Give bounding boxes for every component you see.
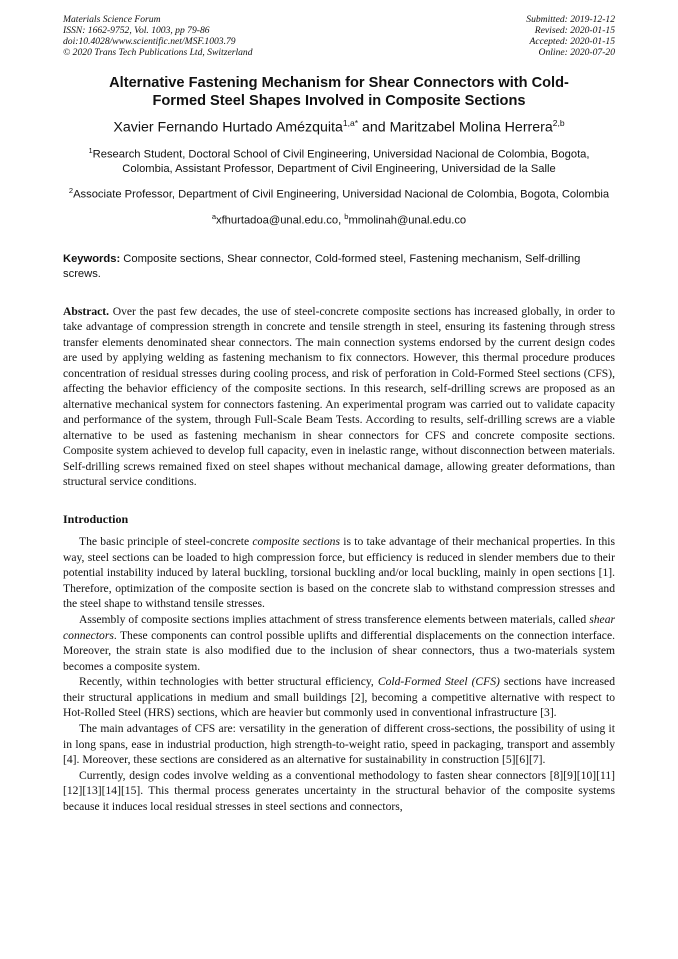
p2-text-b: . These components can control possible uplifts and differential displacements on the connection interface. Moreover, the strain state is also modified due to the inclusion of shear connectors, thus a two-materials system becomes a composite system. — [63, 628, 615, 673]
p2-text-a: Assembly of composite sections implies attachment of stress transference elements between materials, called — [79, 612, 590, 626]
email-b[interactable]: mmolinah@unal.edu.co — [348, 214, 467, 227]
copyright: © 2020 Trans Tech Publications Ltd, Switzerland — [63, 47, 253, 58]
email-b-sup: b — [344, 212, 349, 222]
author-1-sup: 1,a* — [342, 118, 358, 128]
abstract — [63, 304, 615, 490]
affiliation-1-text: Research Student, Doctoral School of Civil Engineering, Universidad Nacional de Colombia, Bogota, Colombia, Assistant Professor, Department of Civil Engineering, Universidad de la Salle — [92, 148, 590, 176]
intro-paragraph-5: Currently, design codes involve welding as a conventional methodology to fasten shear connectors [8][9][10][11][12][13][14][15]. This thermal process generates uncertainty in the structural behavior of the composite systems because it induces local residual stresses in steel sections and connectors, — [63, 768, 615, 814]
intro-paragraph-2 — [63, 612, 615, 674]
affiliation-1-sup: 1 — [88, 145, 93, 155]
accepted-date: Accepted: 2020-01-15 — [529, 36, 615, 47]
publication-header — [63, 14, 615, 58]
intro-paragraph-4: The main advantages of CFS are: versatility in the generation of different cross-sections, the possibility of using it in long spans, ease in industrial production, high strength-to-weight ratio, speed in packaging, transport and assembly [4]. Moreover, these sections are considered as an alternative for sustainability in construction [5][6][7]. — [63, 722, 615, 767]
author-line — [63, 114, 615, 137]
affiliation-1 — [63, 143, 615, 178]
issn: ISSN: 1662-9752, Vol. 1003, pp 79-86 — [63, 25, 210, 36]
abstract-text: Over the past few decades, the use of steel-concrete composite sections has increased globally, in order to take advantage of compression strength in concrete and tensile strength in steel, ensuring its fastening through stress transfer elements denominated shear connectors. The main connection systems endorsed by the current design codes are used by applying welding as fastening mechanism to fix connectors. However, this thermal procedure produces concentration of residual stresses during cooling process, and risk of perforation in Cold-Formed Steel sections (CFS), affecting the behavior efficiency of the composite sections. In this research, self-drilling screws are proposed as an alternative mechanical system for connectors fastening. An experimental program was carried out to validate capacity and performance of the system, through Full-Scale Beam Tests. According to results, self-drilling screws are a viable alternative to be used as fastening mechanism in shear connectors for CFS and concrete composite sections. Composite system achieved to develop full capacity, even in inelastic range, without disconnection between materials. Self-drilling screws remained fixed on steel shapes without mechanical damage, allowing greater deformations, than structural service conditions. — [63, 304, 615, 489]
email-a-sup: a — [211, 212, 216, 222]
intro-paragraph-3 — [63, 674, 615, 721]
email-line — [63, 210, 615, 228]
author-2-sup: 2,b — [552, 118, 565, 128]
p1-italic: composite sections — [252, 534, 340, 548]
affiliation-2-sup: 2 — [68, 186, 74, 196]
journal-name: Materials Science Forum — [63, 14, 161, 25]
header-right — [526, 14, 615, 58]
paper-title: Alternative Fastening Mechanism for Shear Connectors with Cold-Formed Steel Shapes Involved in Composite Sections — [109, 75, 569, 109]
revised-date: Revised: 2020-01-15 — [534, 25, 615, 36]
author-conjunction: and — [358, 119, 390, 136]
online-date: Online: 2020-07-20 — [538, 47, 615, 58]
affiliation-2-text: Associate Professor, Department of Civil Engineering, Universidad Nacional de Colombia, Bogota, Colombia — [73, 189, 610, 202]
intro-paragraph-1 — [63, 534, 615, 612]
submitted-date: Submitted: 2019-12-12 — [526, 14, 615, 25]
email-a[interactable]: xfhurtadoa@unal.edu.co — [215, 214, 339, 227]
p2-italic: shear connectors — [63, 612, 615, 642]
affiliation-2 — [63, 183, 615, 203]
keywords-text: Composite sections, Shear connector, Cold-formed steel, Fastening mechanism, Self-drilling screws. — [63, 252, 581, 280]
introduction-heading: Introduction — [63, 511, 129, 526]
keywords-label: Keywords: — [63, 252, 121, 265]
p3-text-a: Recently, within technologies with better structural efficiency, — [79, 675, 378, 689]
p1-text-b: is to take advantage of their mechanical properties. In this way, steel sections can be loaded to high compression force, but efficiency is reduced in slender members due to their potential instability induced by lateral buckling, torsional buckling and/or local buckling, mainly in open sections [1]. Therefore, optimization of the composite section is based on the concrete slab to withstand compression stresses and the steel shape to withstand tensile stresses. — [63, 534, 615, 611]
p3-italic: Cold-Formed Steel (CFS) — [377, 675, 500, 689]
header-left — [63, 14, 253, 58]
doi: doi:10.4028/www.scientific.net/MSF.1003.79 — [63, 36, 236, 47]
p1-text-a: The basic principle of steel-concrete — [79, 534, 253, 548]
author-1: Xavier Fernando Hurtado Amézquita — [113, 119, 343, 136]
keywords — [63, 252, 615, 282]
author-2: Maritzabel Molina Herrera — [389, 119, 553, 136]
p3-text-b: sections have increased their structural applications in medium and small buildings [2], becoming a competitive alternative with respect to Hot-Rolled Steel (HRS) sections, which are heavier but commonly used in conventional infrastructure [3]. — [63, 675, 616, 720]
email-separator: , — [338, 214, 345, 227]
abstract-label: Abstract. — [63, 304, 110, 318]
